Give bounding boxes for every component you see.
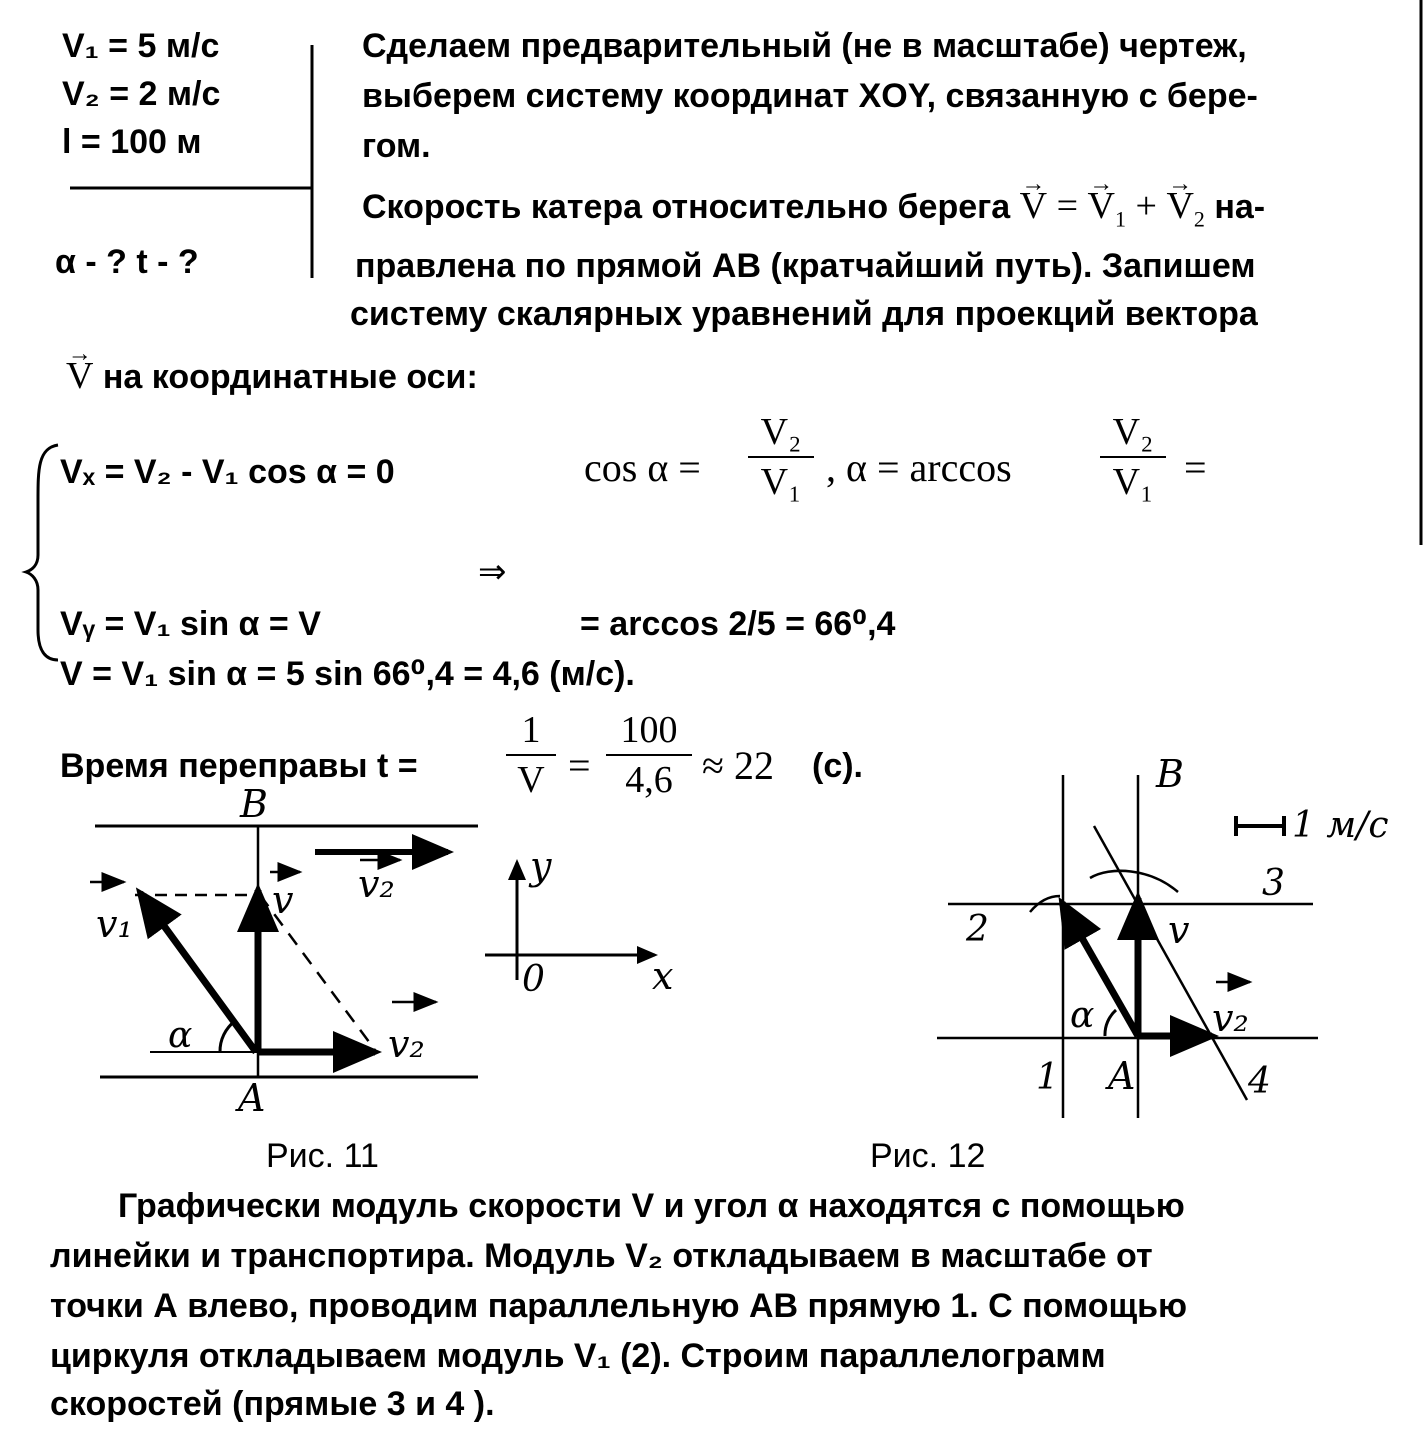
fig12-label-B: B bbox=[1156, 752, 1184, 796]
conclusion-line-3: точки А влево, проводим параллельную АВ прямую 1. С помощью bbox=[50, 1287, 1188, 1325]
given-v1: V₁ = 5 м/с bbox=[62, 27, 220, 65]
fig11-label-v1: v₁ bbox=[96, 902, 133, 946]
fig12-compass-arc-top bbox=[1090, 871, 1178, 892]
arccos-value: = arccos 2/5 = 66⁰,4 bbox=[580, 605, 896, 643]
velocity-line-4-text: на координатные оси: bbox=[93, 358, 478, 396]
fig11-label-v2-bottom: v₂ bbox=[388, 1022, 425, 1066]
axis-label-x: x bbox=[652, 954, 674, 998]
conclusion-line-1: Графически модуль скорости V и угол α находятся с помощью bbox=[118, 1187, 1185, 1225]
fig11-v1-arrow bbox=[140, 893, 256, 1052]
time-fraction-2-bar bbox=[606, 754, 692, 756]
time-equals: = bbox=[568, 743, 591, 788]
conclusion-line-2: линейки и транспортира. Модуль V₂ откладываем в масштабе от bbox=[50, 1237, 1153, 1275]
time-fraction-1-bar bbox=[506, 754, 556, 756]
velocity-line-2: правлена по прямой АВ (кратчайший путь). Запишем bbox=[355, 247, 1256, 285]
fig12-label-v2: v₂ bbox=[1212, 996, 1249, 1040]
arccos-fraction bbox=[1100, 410, 1166, 504]
coordinate-axes bbox=[485, 862, 655, 980]
time-fraction-2-den: 4,6 bbox=[625, 759, 673, 801]
velocity-line-4 bbox=[66, 356, 478, 397]
equation-tail: = bbox=[1184, 445, 1207, 490]
fig12-label-2: 2 bbox=[966, 909, 989, 950]
equation-vx: Vₓ = V₂ - V₁ cos α = 0 bbox=[60, 453, 395, 491]
fig12-label-A: A bbox=[1108, 1054, 1136, 1098]
fig12-label-3: 3 bbox=[1262, 863, 1285, 904]
fig11-label-B: B bbox=[240, 782, 268, 826]
fig11-label-v: v bbox=[272, 878, 294, 922]
system-brace bbox=[26, 445, 58, 660]
arccos-fraction-num: V₂ bbox=[1112, 411, 1154, 453]
arccos-fraction-den: V₁ bbox=[1112, 461, 1154, 503]
velocity-line-3: систему скалярных уравнений для проекций вектора bbox=[350, 295, 1258, 333]
cos-fraction-num: V₂ bbox=[760, 411, 802, 453]
velocity-line-1 bbox=[362, 186, 1265, 240]
vector-v-symbol: → V bbox=[66, 356, 93, 396]
intro-line-2: выберем систему координат XOY, связанную с бере- bbox=[362, 77, 1258, 115]
equation-vy: Vᵧ = V₁ sin α = V bbox=[60, 605, 321, 643]
cos-fraction-den: V₁ bbox=[760, 461, 802, 503]
fig11-label-v2-top: v₂ bbox=[358, 862, 395, 906]
axis-label-origin: 0 bbox=[522, 959, 545, 1000]
find-unknowns: α - ? t - ? bbox=[55, 243, 199, 281]
intro-line-1: Сделаем предварительный (не в масштабе) чертеж, bbox=[362, 27, 1247, 65]
fig12-label-4: 4 bbox=[1248, 1061, 1271, 1102]
time-fraction-1-num: 1 bbox=[521, 709, 541, 751]
velocity-line-1-text: Скорость катера относительно берега bbox=[362, 188, 1020, 226]
fig12-caption: Рис. 12 bbox=[870, 1137, 986, 1175]
time-fraction-2 bbox=[606, 708, 692, 802]
given-length: l = 100 м bbox=[62, 123, 202, 161]
conclusion-line-5: скоростей (прямые 3 и 4 ). bbox=[50, 1385, 495, 1423]
fig11-label-alpha: α bbox=[168, 1015, 193, 1056]
fig12-label-scale: 1 м/с bbox=[1292, 805, 1389, 846]
time-label: Время переправы t = bbox=[60, 747, 418, 785]
implies-arrow: ⇒ bbox=[478, 553, 507, 591]
axis-label-y: y bbox=[530, 844, 552, 888]
cos-fraction-bar bbox=[748, 456, 814, 458]
alpha-arccos-label: , α = arccos bbox=[826, 445, 1012, 490]
velocity-line-1-end: на- bbox=[1204, 188, 1266, 226]
time-fraction-2-num: 100 bbox=[620, 709, 678, 751]
fig12-label-1: 1 bbox=[1036, 1057, 1059, 1098]
fig12-label-alpha: α bbox=[1070, 995, 1095, 1036]
time-unit: (с). bbox=[812, 747, 863, 785]
fig12-label-v: v bbox=[1168, 908, 1190, 952]
fig11-caption: Рис. 11 bbox=[266, 1137, 379, 1175]
vector-sum-formula: → V = → $V_1$ + → $V_2$ bbox=[1020, 185, 1205, 227]
time-fraction-1 bbox=[506, 708, 556, 802]
time-result: ≈ 22 bbox=[702, 743, 774, 788]
time-fraction-1-den: V bbox=[517, 759, 545, 801]
cos-fraction bbox=[748, 410, 814, 504]
fig11-label-A: A bbox=[238, 1076, 266, 1120]
given-v2: V₂ = 2 м/с bbox=[62, 75, 221, 113]
fig12-alpha-arc bbox=[1105, 1010, 1116, 1036]
arccos-fraction-bar bbox=[1100, 456, 1166, 458]
conclusion-line-4: циркуля откладываем модуль V₁ (2). Строим параллелограмм bbox=[50, 1337, 1106, 1375]
v-value: V = V₁ sin α = 5 sin 66⁰,4 = 4,6 (м/с). bbox=[60, 655, 635, 693]
cos-alpha-label: cos α = bbox=[584, 445, 701, 490]
intro-line-3: гом. bbox=[362, 127, 431, 165]
